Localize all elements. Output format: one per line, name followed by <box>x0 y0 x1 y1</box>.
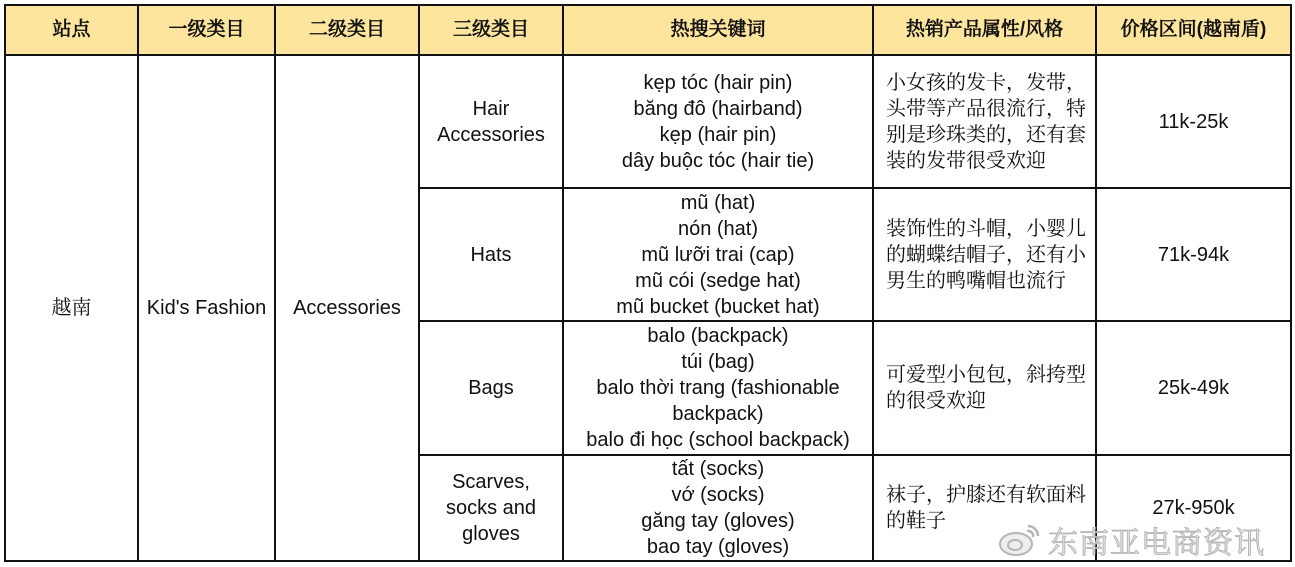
keyword: nón (hat) <box>677 217 759 240</box>
style-cell: 装饰性的斗帽，小婴儿的蝴蝶结帽子，还有小男生的鸭嘴帽也流行 <box>873 188 1096 321</box>
keyword: mũ cói (sedge hat) <box>635 269 801 292</box>
level3-line: Bags <box>468 377 514 399</box>
keyword: túi (bag) <box>681 351 755 373</box>
level3-line: gloves <box>462 523 520 545</box>
site-cell: 越南 <box>5 55 138 561</box>
keyword: mũ bucket (bucket hat) <box>616 295 820 318</box>
level1-cell: Kid's Fashion <box>138 55 275 561</box>
keyword: kẹp (hair pin) <box>659 123 777 146</box>
style-cell: 小女孩的发卡，发带，头带等产品很流行，特别是珍珠类的，还有套装的发带很受欢迎 <box>873 55 1096 188</box>
price-cell: 25k-49k <box>1096 321 1291 455</box>
keyword: balo (backpack) <box>647 325 789 347</box>
level3-line: Scarves, <box>452 471 530 493</box>
keyword: găng tay (gloves) <box>641 510 795 532</box>
keyword: backpack) <box>672 403 764 425</box>
keyword: bao tay (gloves) <box>646 536 790 558</box>
keyword: tất (socks) <box>671 458 765 480</box>
header-level2: 二级类目 <box>275 5 419 55</box>
level3-line: socks and <box>445 497 537 519</box>
keywords-cell <box>563 455 873 561</box>
table-row <box>5 55 1291 188</box>
level3-cell <box>419 321 563 455</box>
keyword: băng đô (hairband) <box>633 97 803 120</box>
level3-cell <box>419 55 563 188</box>
header-row <box>5 5 1291 55</box>
header-site: 站点 <box>5 5 138 55</box>
keyword: mũ (hat) <box>680 191 756 214</box>
keyword: balo đi học (school backpack) <box>586 429 850 451</box>
category-table <box>4 4 1292 562</box>
level3-line: Hats <box>470 243 512 266</box>
keyword: kẹp tóc (hair pin) <box>643 71 793 94</box>
keyword: mũ lưỡi trai (cap) <box>641 243 795 266</box>
price-cell: 11k-25k <box>1096 55 1291 188</box>
header-style: 热销产品属性/风格 <box>873 5 1096 55</box>
price-cell: 27k-950k <box>1096 455 1291 561</box>
header-level3: 三级类目 <box>419 5 563 55</box>
watermark-text: 东南亚电商资讯 <box>1048 527 1265 560</box>
keywords-cell <box>563 55 873 188</box>
keywords-cell <box>563 321 873 455</box>
level3-cell <box>419 455 563 561</box>
level3-line: Hair <box>472 97 510 120</box>
keyword: dây buộc tóc (hair tie) <box>621 149 815 172</box>
header-price: 价格区间(越南盾) <box>1096 5 1291 55</box>
keywords-cell <box>563 188 873 321</box>
level3-line: Accessories <box>437 123 545 146</box>
header-keywords: 热搜关键词 <box>563 5 873 55</box>
keyword: vớ (socks) <box>671 484 765 506</box>
level3-cell <box>419 188 563 321</box>
style-cell: 可爱型小包包，斜挎型的很受欢迎 <box>873 321 1096 455</box>
level2-cell: Accessories <box>275 55 419 561</box>
header-level1: 一级类目 <box>138 5 275 55</box>
keyword: balo thời trang (fashionable <box>596 377 840 399</box>
price-cell: 71k-94k <box>1096 188 1291 321</box>
style-cell: 袜子，护膝还有软面料的鞋子 <box>873 455 1096 561</box>
